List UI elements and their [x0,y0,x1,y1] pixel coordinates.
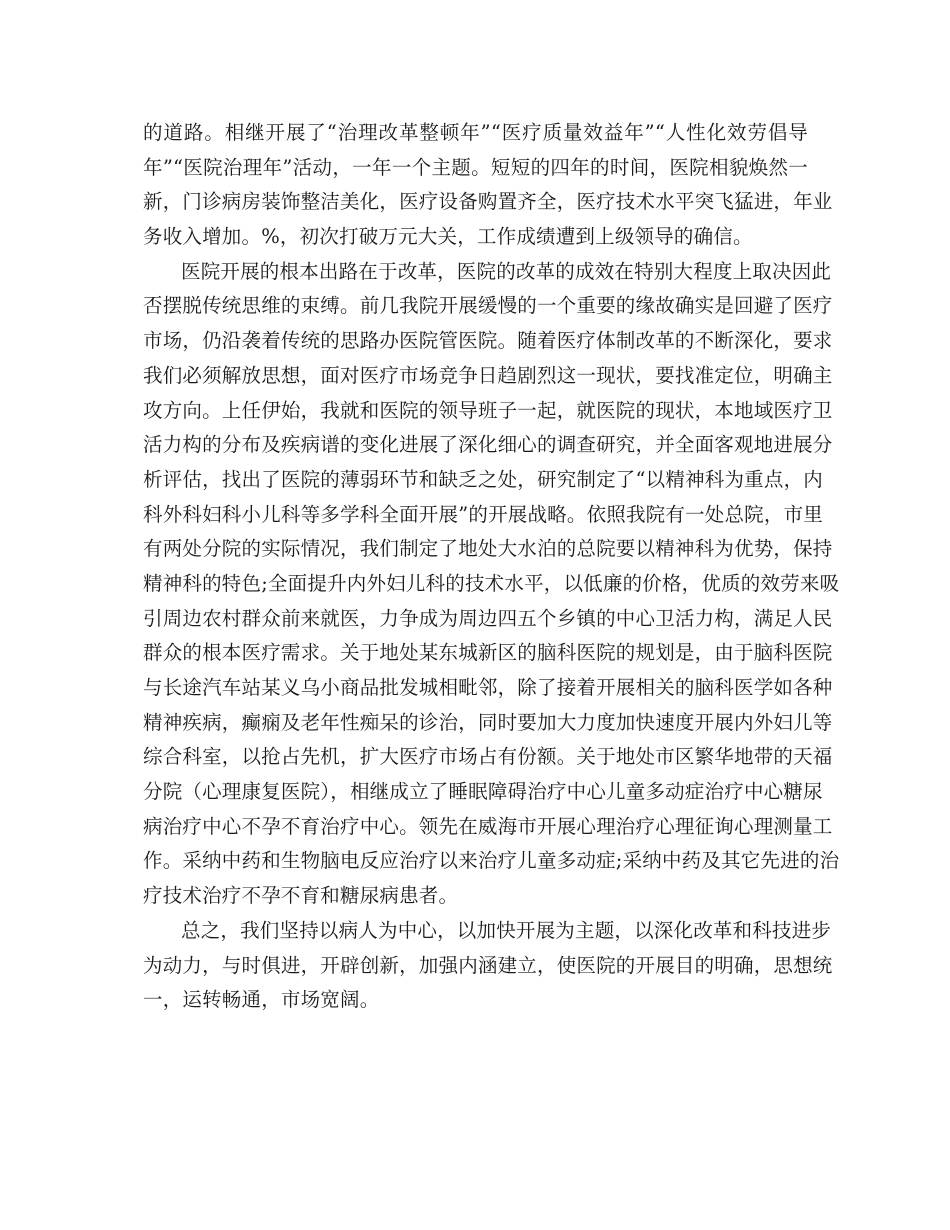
text-line: 作。采纳中药和生物脑电反应治疗以来治疗儿童多动症;采纳中药及其它先进的治 [143,849,840,873]
paragraph [143,255,840,914]
text-line: 精神疾病，癫痫及老年性痴呆的诊治，同时要加大力度加快速度开展内外妇儿等 [143,710,833,734]
text-line: 否摆脱传统思维的束缚。前几我院开展缓慢的一个重要的缘故确实是回避了医疗 [143,294,833,318]
text-line: 务收入增加。%，初次打破万元大关，工作成绩遭到上级领导的确信。 [143,225,753,249]
paragraph [143,914,833,1018]
text-line: 医院开展的根本出路在于改革，医院的改革的成效在特别大程度上取决因此 [181,259,832,283]
text-line: 综合科室，以抢占先机，扩大医疗市场占有份额。关于地处市区繁华地带的天福 [143,745,833,769]
text-line: 新，门诊病房装饰整洁美化，医疗设备购置齐全，医疗技术水平突飞猛进，年业 [143,190,833,214]
text-line: 析评估，找出了医院的薄弱环节和缺乏之处，研究制定了“以精神科为重点，内 [143,467,823,491]
text-line: 引周边农村群众前来就医，力争成为周边四五个乡镇的中心卫活力构，满足人民 [143,606,833,630]
text-line: 为动力，与时俱进，开辟创新，加强内涵建立，使医院的开展目的明确，思想统 [143,953,833,977]
text-line: 活力构的分布及疾病谱的变化进展了深化细心的调查研究，并全面客观地进展分 [143,433,833,457]
text-line: 分院（心理康复医院），相继成立了睡眠障碍治疗中心儿童多动症治疗中心糖尿 [143,780,823,804]
text-line: 市场，仍沿袭着传统的思路办医院管医院。随着医疗体制改革的不断深化，要求 [143,329,833,353]
text-line: 的道路。相继开展了“治理改革整顿年”“医疗质量效益年”“人性化效劳倡导 [143,121,808,144]
text-line: 疗技术治疗不孕不育和糖尿病患者。 [143,884,459,908]
text-line: 病治疗中心不孕不育治疗中心。领先在威海市开展心理治疗心理征询心理测量工 [143,814,833,838]
text-line: 总之，我们坚持以病人为中心，以加快开展为主题，以深化改革和科技进步 [181,918,832,942]
text-line: 群众的根本医疗需求。关于地处某东城新区的脑科医院的规划是，由于脑科医院 [143,641,833,665]
text-line: 科外科妇科小儿科等多学科全面开展”的开展战略。依照我院有一处总院，市里 [143,502,823,526]
text-line: 年”“医院治理年”活动，一年一个主题。短短的四年的时间，医院相貌焕然一 [143,155,808,179]
text-line: 有两处分院的实际情况，我们制定了地处大水泊的总院要以精神科为优势，保持 [143,537,833,561]
text-line: 我们必须解放思想，面对医疗市场竞争日趋剧烈这一现状，要找准定位，明确主 [143,363,833,387]
text-line: 一，运转畅通，市场宽阔。 [143,988,380,1012]
text-line: 精神科的特色;全面提升内外妇儿科的技术水平，以低廉的价格，优质的效劳来吸 [143,571,840,595]
text-line: 与长途汽车站某义乌小商品批发城相毗邻，除了接着开展相关的脑科医学如各种 [143,676,833,699]
text-line: 攻方向。上任伊始，我就和医院的领导班子一起，就医院的现状，本地域医疗卫 [143,398,833,422]
paragraph [143,116,833,255]
document-body [143,116,840,1018]
